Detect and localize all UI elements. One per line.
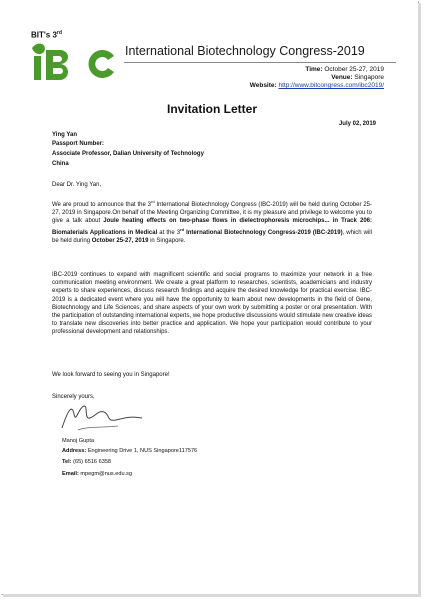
event-time: Time: October 25-27, 2019	[305, 66, 384, 73]
recipient-title: Associate Professor, Dalian University of Technology	[52, 151, 204, 157]
header-divider	[124, 62, 396, 63]
bits-label: BIT's 3rd	[31, 30, 62, 40]
handwritten-signature	[58, 400, 148, 434]
salutation: Dear Dr. Ying Yan,	[52, 182, 102, 188]
event-website: Website: http://www.bitcongress.com/ibc2019/	[249, 82, 384, 89]
signer-email: Email: mpegm@nus.edu.sg	[62, 471, 133, 477]
paragraph-program: IBC-2019 continues to expand with magnificent scientific and social programs to maximize your network in a free communication meeting environment. We create a great platform to researches, scientists, academicians and industry experts to share experiences, discuss research findings and acquire the desired knowledge for practical exercise. IBC-2019 is a dedicated event where you will have the opportunity to learn about new developments in the field of Gene, Biotechnology and Life Sciences, and share aspects of your own work by submitting a poster or oral presentation. With the participation of outstanding international experts, we hope productive discussions would stimulate new creative ideas to translate new discoveries into better practice and application. We hope your participation would contribute to your professional development and relationships.	[52, 272, 372, 336]
event-venue: Venue: Singapore	[331, 74, 384, 81]
letter-date: July 02, 2019	[338, 121, 376, 127]
recipient-name: Ying Yan	[52, 132, 78, 138]
signer-address: Address: Engineering Drive 1, NUS Singapore117576	[62, 448, 198, 454]
signoff: Sincerely yours,	[52, 394, 95, 400]
signer-name: Manoj Gupta	[62, 438, 95, 444]
paragraph-intro: We are proud to announce that the 3rd International Biotechnology Congress (IBC-2019) will be held during October 25-27, 2019 in Singapore.On behalf of the Meeting Organizing Committee, it is my pleasure and privilege to welcome you to give a talk about Joule heating effects on two-phase flows in dielectrophoresis microchips... in Track 206: Biomaterials Applications in Medical at the 3rd International Biotechnology Congress-2019 (IBC-2019), which will be held during October 25-27, 2019 in Singapore.	[52, 199, 372, 244]
logo-text: IBC	[26, 42, 28, 43]
passport-number: Passport Number:	[52, 141, 105, 147]
signer-tel: Tel: (65) 6516 6358	[62, 459, 112, 465]
page-shadow-right	[418, 3, 421, 596]
conference-title: International Biotechnology Congress-2019	[125, 44, 365, 58]
website-link[interactable]: http://www.bitcongress.com/ibc2019/	[278, 82, 384, 89]
page-shadow-bottom	[3, 594, 421, 597]
recipient-country: China	[52, 161, 69, 167]
letter-title: Invitation Letter	[166, 102, 257, 116]
closing-line: We look forward to seeing you in Singapore!	[52, 372, 170, 378]
ibc-logo	[26, 42, 120, 82]
